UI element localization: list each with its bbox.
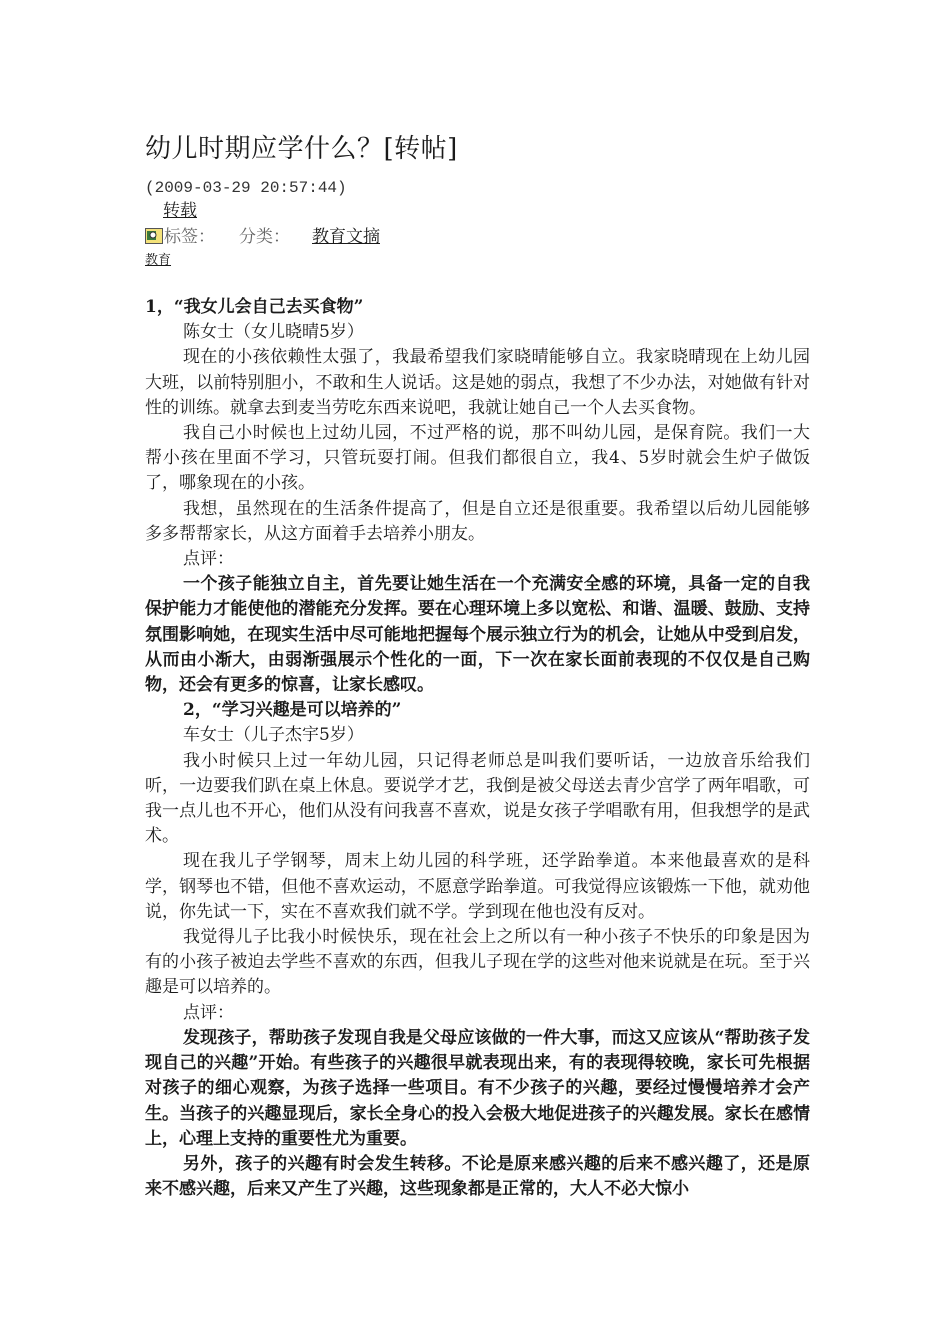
paragraph: 我小时候只上过一年幼儿园，只记得老师总是叫我们要听话，一边放音乐给我们听，一边要我们趴在桌上休息。要说学才艺，我倒是被父母送去青少宫学了两年唱歌，可我一点儿也不开心，他们从没有问我喜不喜欢，说是女孩子学唱歌有用，但我想学的是武术。 — [145, 750, 810, 847]
section-heading: 2，“学习兴趣是可以培养的” — [183, 700, 402, 721]
section-heading: 1，“我女儿会自己去买食物” — [145, 297, 364, 317]
paragraph: 现在的小孩依赖性太强了，我最希望我们家晓晴能够自立。我家晓晴现在上幼儿园大班，以前特别胆小，不敢和生人说话。这是她的弱点，我想了不少办法，对她做有针对性的训练。就拿去到麦当劳吃东西来说吧，我就让她自己一个人去买食物。 — [145, 347, 810, 418]
paragraph: 我自己小时候也上过幼儿园，不过严格的说，那不叫幼儿园，是保育院。我们一大帮小孩在里面不学习，只管玩耍打闹。但我们都很自立，我4、5岁时就会生炉子做饭了，哪象现在的小孩。 — [145, 423, 810, 494]
tags-label: 标签： — [164, 227, 215, 247]
article-date: (2009-03-29 20:57:44) — [145, 179, 347, 197]
category-label: 分类： — [239, 227, 290, 247]
repost-link[interactable]: 转载 — [163, 201, 197, 221]
article-body — [145, 295, 810, 1202]
paragraph: 我想，虽然现在的生活条件提高了，但是自立还是很重要。我希望以后幼儿园能够多多帮帮家长，从这方面着手去培养小朋友。 — [145, 498, 810, 544]
paragraph: 我觉得儿子比我小时候快乐，现在社会上之所以有一种小孩子不快乐的印象是因为有的小孩子被迫去学些不喜欢的东西，但我儿子现在学的这些对他来说就是在玩。至于兴趣是可以培养的。 — [145, 927, 810, 998]
category-link[interactable]: 教育文摘 — [312, 227, 380, 247]
article-title: 幼儿时期应学什么？[转帖] — [145, 134, 458, 164]
tag-line — [145, 225, 380, 249]
comment-paragraph: 一个孩子能独立自主，首先要让她生活在一个充满安全感的环境，具备一定的自我保护能力才能使他的潜能充分发挥。要在心理环境上多以宽松、和谐、温暖、鼓励、支持氛围影响她，在现实生活中尽可能地把握每个展示独立行为的机会，让她从中受到启发，从而由小渐大，由弱渐强展示个性化的一面，下一次在家长面前表现的不仅仅是自己购物，还会有更多的惊喜，让家长感叹。 — [145, 574, 810, 696]
comment-label: 点评： — [183, 549, 234, 570]
section-author: 车女士（儿子杰宇5岁） — [183, 725, 364, 746]
comment-paragraph: 发现孩子，帮助孩子发现自我是父母应该做的一件大事，而这又应该从“帮助孩子发现自己的兴趣”开始。有些孩子的兴趣很早就表现出来，有的表现得较晚，家长可先根据对孩子的细心观察，为孩子选择一些项目。有不少孩子的兴趣，要经过慢慢培养才会产生。当孩子的兴趣显现后，家长全身心的投入会极大地促进孩子的兴趣发展。家长在感情上，心理上支持的重要性尤为重要。 — [145, 1027, 810, 1149]
comment-paragraph: 另外，孩子的兴趣有时会发生转移。不论是原来感兴趣的后来不感兴趣了，还是原来不感兴趣，后来又产生了兴趣，这些现象都是正常的，大人不必大惊小 — [145, 1153, 810, 1200]
tag-link-education[interactable]: 教育 — [145, 253, 172, 268]
paragraph: 现在我儿子学钢琴，周末上幼儿园的科学班，还学跆拳道。本来他最喜欢的是科学，钢琴也不错，但他不喜欢运动，不愿意学跆拳道。可我觉得应该锻炼一下他，就劝他说，你先试一下，实在不喜欢我们就不学。学到现在他也没有反对。 — [145, 851, 810, 922]
tag-icon — [145, 227, 163, 243]
comment-label: 点评： — [183, 1002, 234, 1023]
section-author: 陈女士（女儿晓晴5岁） — [183, 322, 364, 343]
